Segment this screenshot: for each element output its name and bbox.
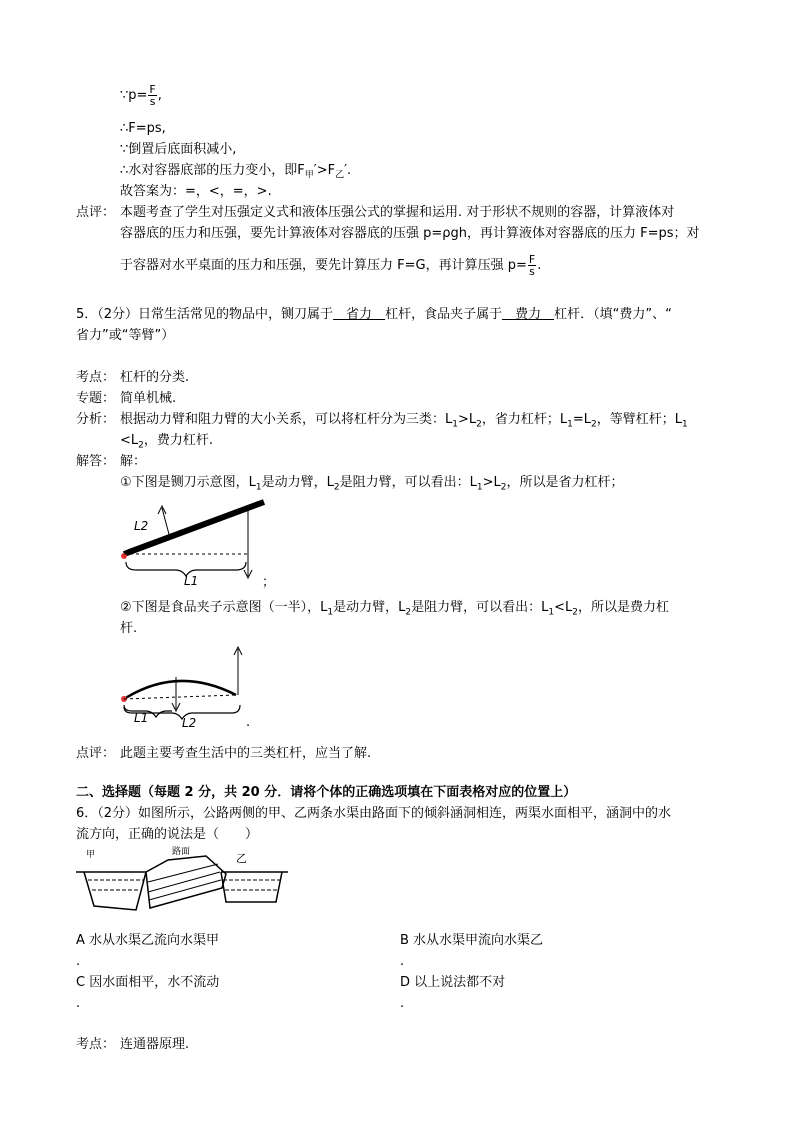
option-b: B 水从水渠甲流向水渠乙 xyxy=(400,933,544,948)
subscript: 2 xyxy=(333,482,340,493)
comment-label: 点评： xyxy=(76,205,116,220)
text: . xyxy=(537,258,542,273)
text: 是阻力臂，可以看出：L xyxy=(339,475,477,490)
resistance-arrow xyxy=(162,508,170,538)
fenxi-label: 分析： xyxy=(76,412,116,427)
option-a-dot: . xyxy=(76,954,81,969)
question-6-stem: 6．（2分）如图所示，公路两侧的甲、乙两条水渠由路面下的倾斜涵洞相连，两渠水面相平，涵洞中的水 xyxy=(76,806,672,821)
text: <L xyxy=(120,433,139,448)
question-6-stem-cont: 流方向，正确的说法是（ ） xyxy=(76,827,259,842)
fig1-semicolon: ； xyxy=(262,575,276,590)
text: ，省力杠杆；L xyxy=(481,412,568,427)
formula-text: , xyxy=(157,88,162,103)
channel-jia xyxy=(84,872,146,910)
answer-blank-2: 费力 xyxy=(502,307,555,322)
fig1-L2-label: L2 xyxy=(134,519,149,533)
subscript: 1 xyxy=(476,482,483,493)
numerator: F xyxy=(149,83,156,96)
fenxi-text xyxy=(120,411,688,434)
numerator: F xyxy=(528,253,536,266)
denominator: s xyxy=(149,95,156,108)
subscript: 1 xyxy=(452,419,458,430)
text: 5．（2分）日常生活常见的物品中，铡刀属于 xyxy=(76,307,334,322)
fig3-lumian-label: 路面 xyxy=(172,847,191,857)
text: ，等臂杠杆；L xyxy=(596,412,682,427)
comment-text: 容器底的压力和压强，要先计算液体对容器底的压强 p=ρgh，再计算液体对容器底的压力 F=ps；对 xyxy=(120,226,700,241)
fig2-period: . xyxy=(246,715,251,730)
subscript: 乙 xyxy=(335,170,345,181)
section-heading: 二、选择题（每题 2 分，共 20 分．请将个体的正确选项填在下面表格对应的位置上） xyxy=(76,785,577,800)
text: 是阻力臂，可以看出：L xyxy=(411,600,549,615)
dianping-text: 此题主要考查生活中的三类杠杆，应当了解. xyxy=(120,746,372,761)
subscript: 1 xyxy=(548,607,555,618)
fig2-L1-label: L1 xyxy=(134,711,149,725)
culvert-line xyxy=(148,864,218,882)
fig1-L1-label: L1 xyxy=(184,574,199,588)
channel-yi xyxy=(221,872,282,902)
arm-line xyxy=(124,695,236,699)
subscript: 2 xyxy=(500,482,507,493)
kaodian-label: 考点： xyxy=(76,1037,116,1052)
text: 根据动力臂和阻力臂的大小关系，可以将杠杆分为三类：L xyxy=(120,412,453,427)
text: >L xyxy=(482,475,501,490)
fig2-L2-label: L2 xyxy=(182,716,197,730)
option-a: A 水从水渠乙流向水渠甲 xyxy=(76,933,220,948)
option-c-dot: . xyxy=(76,996,81,1011)
fig3-jia-label: 甲 xyxy=(86,850,96,860)
text: ∴水对容器底部的压力变小，即F xyxy=(120,163,305,178)
text: ′. xyxy=(344,163,352,178)
jieda-label: 解答： xyxy=(76,454,116,469)
text: ，所以是费力杠 xyxy=(577,600,669,615)
text: 杠杆．（填“费力”、“ xyxy=(554,307,672,322)
subscript: 1 xyxy=(681,419,688,430)
option-d: D 以上说法都不对 xyxy=(400,975,506,990)
denominator: s xyxy=(529,265,535,278)
text: ①下图是铡刀示意图，L xyxy=(120,475,256,490)
text: >L xyxy=(457,412,477,427)
subscript: 2 xyxy=(476,419,482,430)
option-d-dot: . xyxy=(400,996,405,1011)
text: <L xyxy=(554,600,573,615)
solution-step-1 xyxy=(120,474,624,497)
option-b-dot: . xyxy=(400,954,405,969)
reasoning-line xyxy=(120,162,351,185)
solution-step-2-cont: 杆. xyxy=(120,621,138,636)
kaodian-label: 考点： xyxy=(76,370,116,385)
subscript: 1 xyxy=(567,419,573,430)
comment-text xyxy=(120,254,541,277)
kaodian-text: 杠杆的分类. xyxy=(120,370,190,385)
zhuanti-label: 专题： xyxy=(76,391,116,406)
subscript: 2 xyxy=(590,419,597,430)
formula-text: ∵p= xyxy=(120,88,148,103)
subscript: 2 xyxy=(572,607,578,618)
text: 杠杆，食品夹子属于 xyxy=(385,307,503,322)
culvert-line xyxy=(148,872,220,892)
fenxi-text-cont xyxy=(120,432,213,455)
kaodian-text: 连通器原理. xyxy=(120,1037,190,1052)
text: =L xyxy=(572,412,591,427)
text: ′>F xyxy=(313,163,336,178)
question-5-stem xyxy=(76,306,672,324)
fraction xyxy=(528,254,536,277)
formula-pressure-definition xyxy=(120,84,162,107)
text: ，所以是省力杠杆； xyxy=(506,475,624,490)
option-c: C 因水面相平，水不流动 xyxy=(76,975,220,990)
subscript: 甲 xyxy=(304,170,314,181)
fig3-yi-label: 乙 xyxy=(236,852,247,865)
question-5-stem-cont: 省力”或“等臂”） xyxy=(76,328,175,343)
reasoning-line: ∵倒置后底面积减小, xyxy=(120,142,237,157)
formula-force: ∴F=ps, xyxy=(120,121,166,136)
arrowhead xyxy=(158,506,166,514)
solution-step-2 xyxy=(120,599,669,622)
tong-arm xyxy=(124,681,236,699)
jieda-text: 解： xyxy=(120,454,147,469)
text: ②下图是食品夹子示意图（一半），L xyxy=(120,600,328,615)
subscript: 1 xyxy=(327,607,334,618)
subscript: 2 xyxy=(138,440,144,451)
text: 是动力臂，L xyxy=(333,600,406,615)
text: 于容器对水平桌面的压力和压强，要先计算压力 F=G，再计算压强 p= xyxy=(120,258,527,273)
subscript: 2 xyxy=(405,607,412,618)
zhuanti-text: 简单机械. xyxy=(120,391,177,406)
text: ，费力杠杆. xyxy=(143,433,214,448)
culvert-line xyxy=(149,880,221,900)
text: 是动力臂，L xyxy=(261,475,334,490)
dianping-label: 点评： xyxy=(76,746,116,761)
subscript: 1 xyxy=(255,482,262,493)
fraction xyxy=(148,84,156,107)
comment-text: 本题考查了学生对压强定义式和液体压强公式的掌握和运用. 对于形状不规则的容器，计算液体对 xyxy=(120,205,675,220)
answer-blank-1: 省力 xyxy=(333,307,386,322)
answer-line: 故答案为：=，<，=，>. xyxy=(120,184,272,199)
